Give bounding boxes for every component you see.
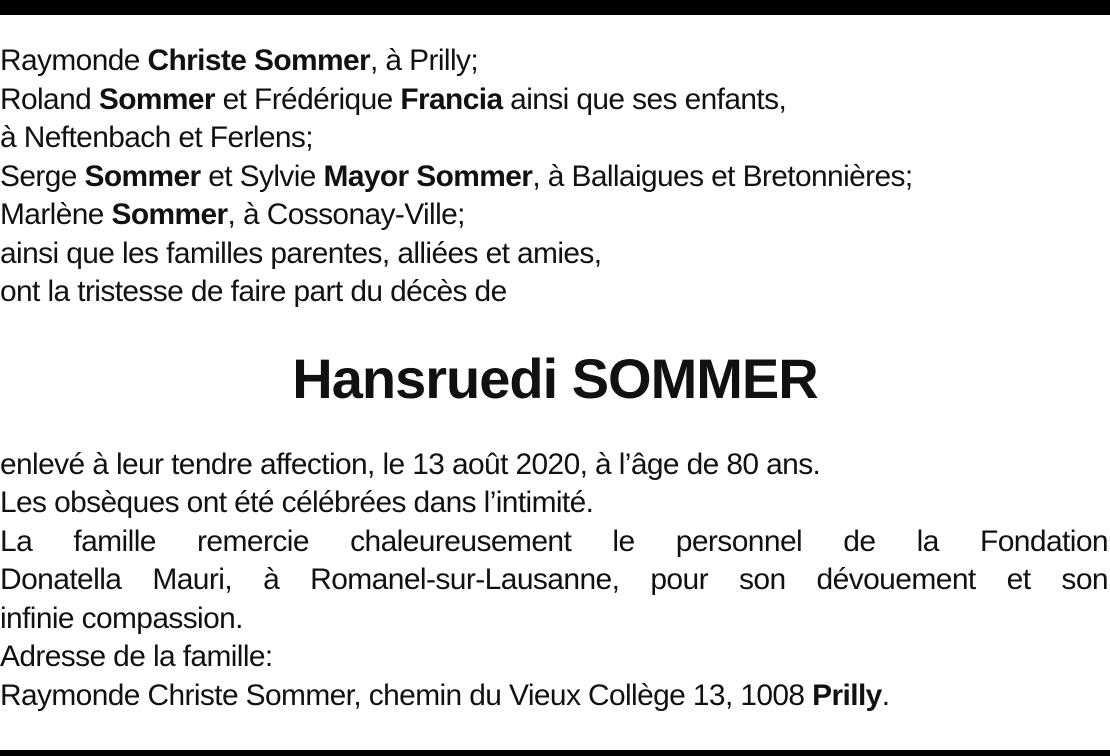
family-text: à Neftenbach et Ferlens; xyxy=(0,121,313,154)
family-line xyxy=(0,42,1106,81)
family-list xyxy=(0,42,1110,312)
top-rule xyxy=(0,0,1110,15)
family-address xyxy=(0,677,1106,716)
family-text: ainsi que ses enfants, xyxy=(502,82,787,116)
death-notice-line: enlevé à leur tendre affection, le 13 août 2020, à l’âge de 80 ans. xyxy=(0,447,821,481)
family-name: Francia xyxy=(400,82,503,116)
family-text: , à Cossonay-Ville; xyxy=(227,198,465,231)
family-text: , à Prilly; xyxy=(370,44,479,77)
address-city: Prilly xyxy=(812,678,882,712)
family-text: Marlène xyxy=(0,198,112,231)
family-text: et Sylvie xyxy=(200,159,324,193)
family-text: ont la tristesse de faire part du décès de xyxy=(0,275,507,308)
family-text: , à Ballaigues et Bretonnières; xyxy=(532,159,913,193)
family-text: Roland xyxy=(0,82,99,116)
deceased-name: Hansruedi SOMMER xyxy=(292,346,818,410)
family-text: Serge xyxy=(0,159,85,193)
family-text: Raymonde xyxy=(0,44,148,77)
obituary-notice xyxy=(0,42,1110,715)
thanks-line-1: La famille remercie chaleureusement le personnel de la Fondation xyxy=(0,524,1108,558)
family-name: Sommer xyxy=(84,159,201,193)
family-line xyxy=(0,235,1106,274)
family-name: Sommer xyxy=(98,82,215,116)
family-text: ainsi que les familles parentes, alliées et amies, xyxy=(0,236,602,270)
family-line xyxy=(0,158,1106,197)
address-label: Adresse de la famille: xyxy=(0,640,273,673)
thanks-line-3: infinie compassion. xyxy=(0,601,243,635)
family-text: et Frédérique xyxy=(214,82,401,116)
address-end: . xyxy=(881,678,890,712)
family-line xyxy=(0,273,1106,312)
deceased-name-block xyxy=(0,312,1110,446)
bottom-rule xyxy=(0,750,1110,756)
family-name: Sommer xyxy=(111,198,228,231)
thanks-line-2: Donatella Mauri, à Romanel-sur-Lausanne, pour son dévouement et son xyxy=(0,563,1108,596)
family-line xyxy=(0,196,1106,235)
family-name: Mayor Sommer xyxy=(323,159,533,193)
family-name: Christe Sommer xyxy=(147,44,371,77)
funeral-line: Les obsèques ont été célébrées dans l’intimité. xyxy=(0,486,594,519)
family-line xyxy=(0,81,1106,120)
family-line xyxy=(0,119,1106,158)
address-text: Raymonde Christe Sommer, chemin du Vieux Collège 13, 1008 xyxy=(0,678,813,712)
